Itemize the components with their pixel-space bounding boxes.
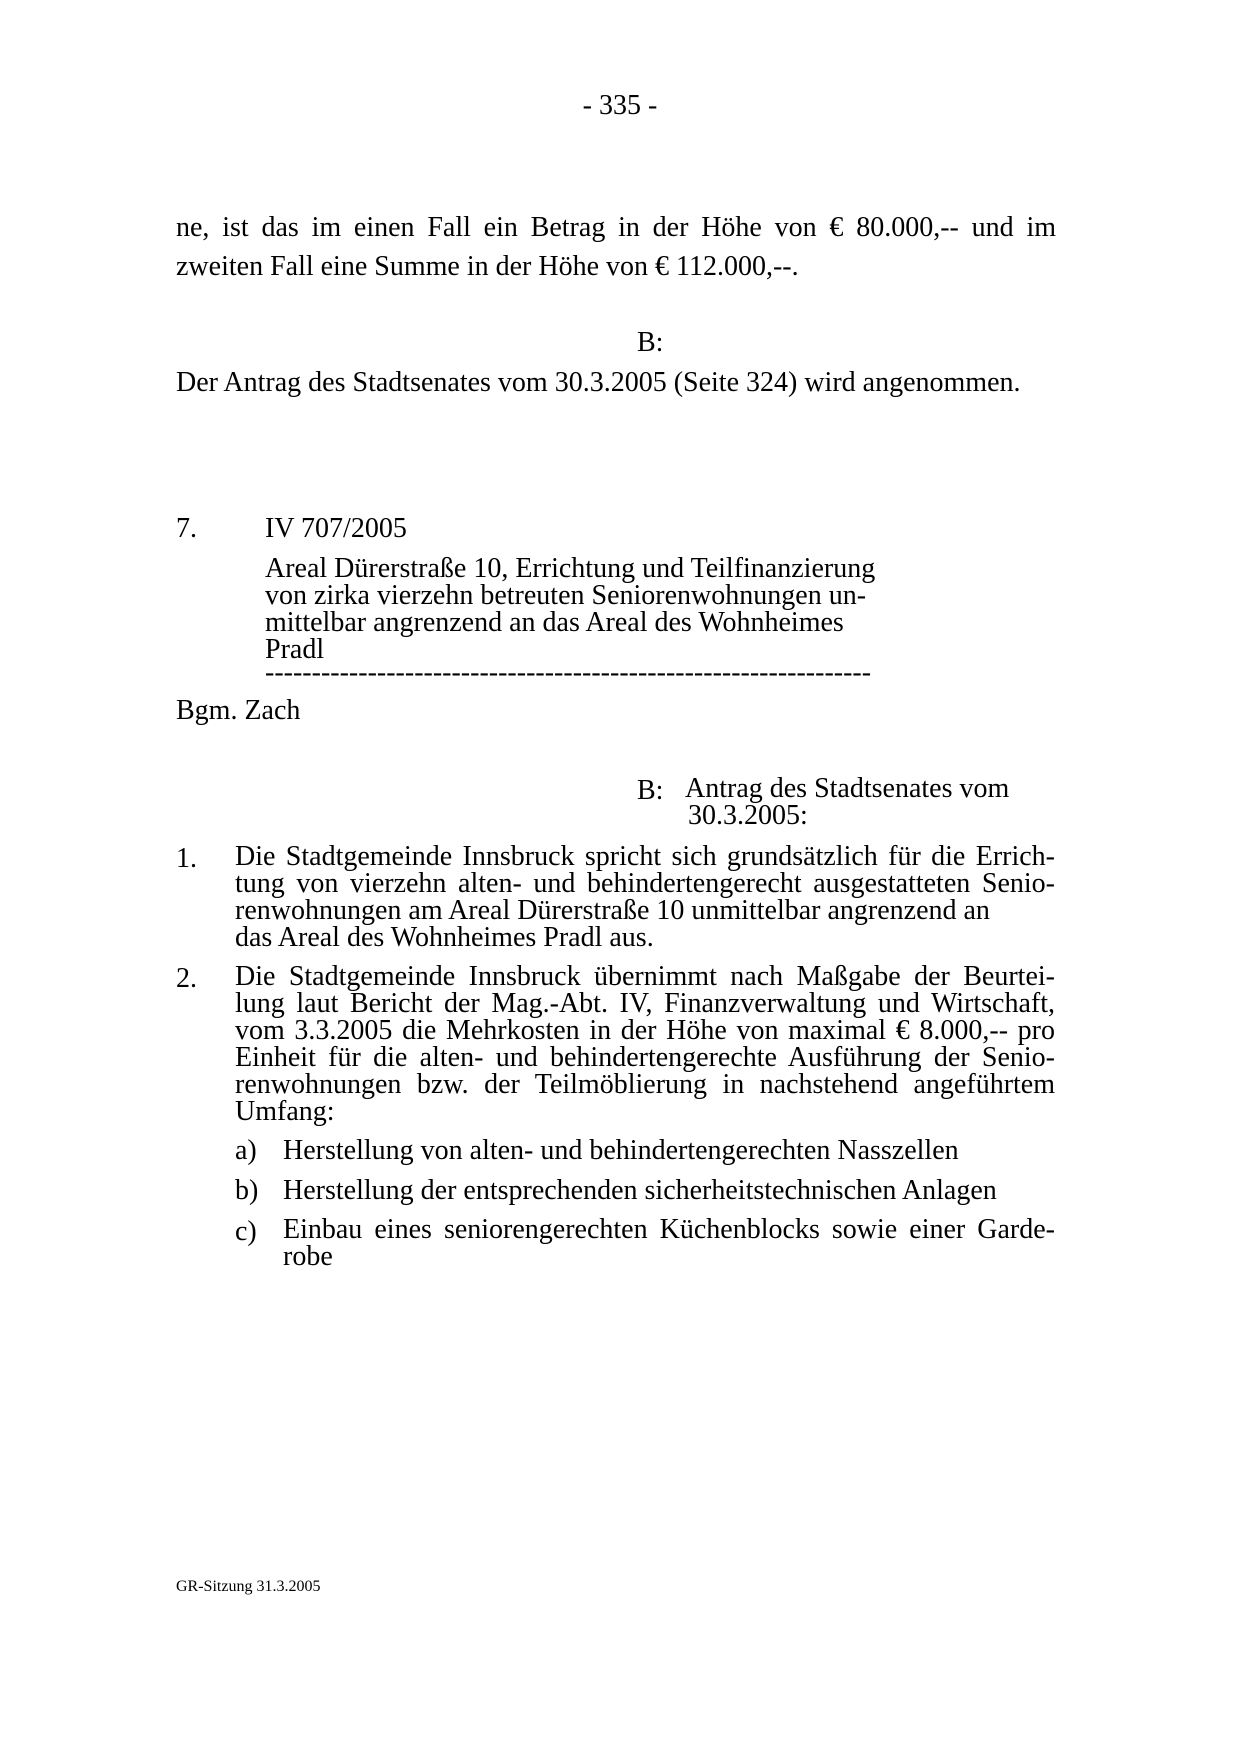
item-title-line: Areal Dürerstraße 10, Errichtung und Teilfinanzierung [265,553,876,584]
resolution-line: vom 3.3.2005 die Mehrkosten in der Höhe von maximal € 8.000,-- pro [235,1015,1055,1046]
speaker: Bgm. Zach [176,695,301,726]
subitem-line: robe [283,1241,333,1272]
section-b-label: B: [637,327,664,358]
motion-line-1: Antrag des Stadtsenates vom [685,773,1010,804]
resolution-line: tung von vierzehn alten- und behindertengerecht ausgestatteten Senio- [235,868,1055,899]
resolution-number: 1. [176,843,197,874]
resolution-line: renwohnungen bzw. der Teilmöblierung in nachstehend angeführtem [235,1069,1055,1100]
item-number: 7. [176,513,197,544]
item-separator: ----------------------------------------------------------------- [265,657,872,688]
item-title-line: Pradl [265,634,325,665]
page-number: - 335 - [582,90,658,121]
resolution-line: Einheit für die alten- und behindertengerechte Ausführung der Senio- [235,1042,1055,1073]
intro-line-2: zweiten Fall eine Summe in der Höhe von € 112.000,--. [176,251,799,282]
footer-text: GR-Sitzung 31.3.2005 [176,1578,321,1595]
resolution-line: das Areal des Wohnheimes Pradl aus. [235,922,654,953]
motion-title [685,775,1009,829]
item-title-line: von zirka vierzehn betreuten Seniorenwohnungen un- [265,580,867,611]
resolution-line: Die Stadtgemeinde Innsbruck spricht sich grundsätzlich für die Errich- [235,841,1055,872]
resolution-text [235,963,1055,1125]
subitem-text [283,1216,1055,1270]
resolution-line: Umfang: [235,1096,335,1127]
subitem-text: Herstellung der entsprechenden sicherheitstechnischen Anlagen [283,1175,997,1206]
intro-line-1: ne, ist das im einen Fall ein Betrag in der Höhe von € 80.000,-- und im [176,212,1056,243]
subitem-letter: b) [235,1175,259,1206]
item-title-line: mittelbar angrenzend an das Areal des Wohnheimes [265,607,844,638]
resolution-text [235,843,1055,951]
item-title [265,555,875,663]
section-b-text: Der Antrag des Stadtsenates vom 30.3.2005 (Seite 324) wird angenommen. [176,367,1021,398]
resolution-number: 2. [176,963,197,994]
resolution-line: lung laut Bericht der Mag.-Abt. IV, Finanzverwaltung und Wirtschaft, [235,988,1055,1019]
subitem-line: Einbau eines seniorengerechten Küchenblocks sowie einer Garde- [283,1214,1055,1245]
item-code: IV 707/2005 [265,513,407,544]
subitem-letter: c) [235,1216,257,1247]
subitem-letter: a) [235,1135,257,1166]
resolution-line: renwohnungen am Areal Dürerstraße 10 unmittelbar angrenzend an [235,895,990,926]
motion-line-2: 30.3.2005: [688,800,808,831]
resolution-line: Die Stadtgemeinde Innsbruck übernimmt nach Maßgabe der Beurtei- [235,961,1055,992]
motion-label: B: [637,775,664,806]
subitem-text: Herstellung von alten- und behindertengerechten Nasszellen [283,1135,959,1166]
